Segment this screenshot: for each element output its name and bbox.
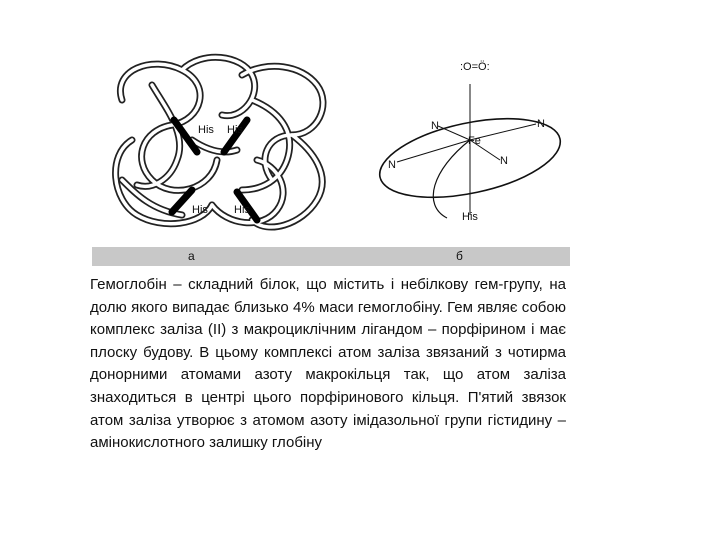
his-label-2: His [227, 124, 243, 136]
nitrogen-label-3: N [388, 159, 396, 171]
caption-text: Гемоглобін – складний білок, що містить і небілкову гем-групу, на долю якого випадає близько 4% маси гемоглобіну. Гем являє собою комплекс заліза (II) з макроциклічним лігандом – порфірином і має плоску будову. В цьому комплексі атом заліза звязаний з чотирма донорними атомами азоту макрокільця так, що атом заліза знаходиться в центрі цього порфіринового кільця. П'ятий звязок атом заліза утворює з атомом азоту імідазольної групи гістидину – амінокислотного залишку глобіну [90, 276, 566, 452]
panel-label-b: б [456, 249, 463, 263]
his-label-3: His [192, 204, 208, 216]
figure-panel-labels [92, 247, 570, 266]
iron-label: Fe [468, 135, 481, 147]
histidine-label: His [462, 211, 478, 223]
hemoglobin-figure [92, 40, 570, 246]
his-label-4: His [234, 204, 250, 216]
oxygen-label: :O=Ö: [460, 61, 490, 73]
his-label-1: His [198, 124, 214, 136]
nitrogen-label-4: N [500, 155, 508, 167]
nitrogen-label-2: N [537, 118, 545, 130]
nitrogen-label-1: N [431, 120, 439, 132]
panel-label-a: а [188, 249, 195, 263]
heme-coordination-diagram [373, 84, 568, 218]
